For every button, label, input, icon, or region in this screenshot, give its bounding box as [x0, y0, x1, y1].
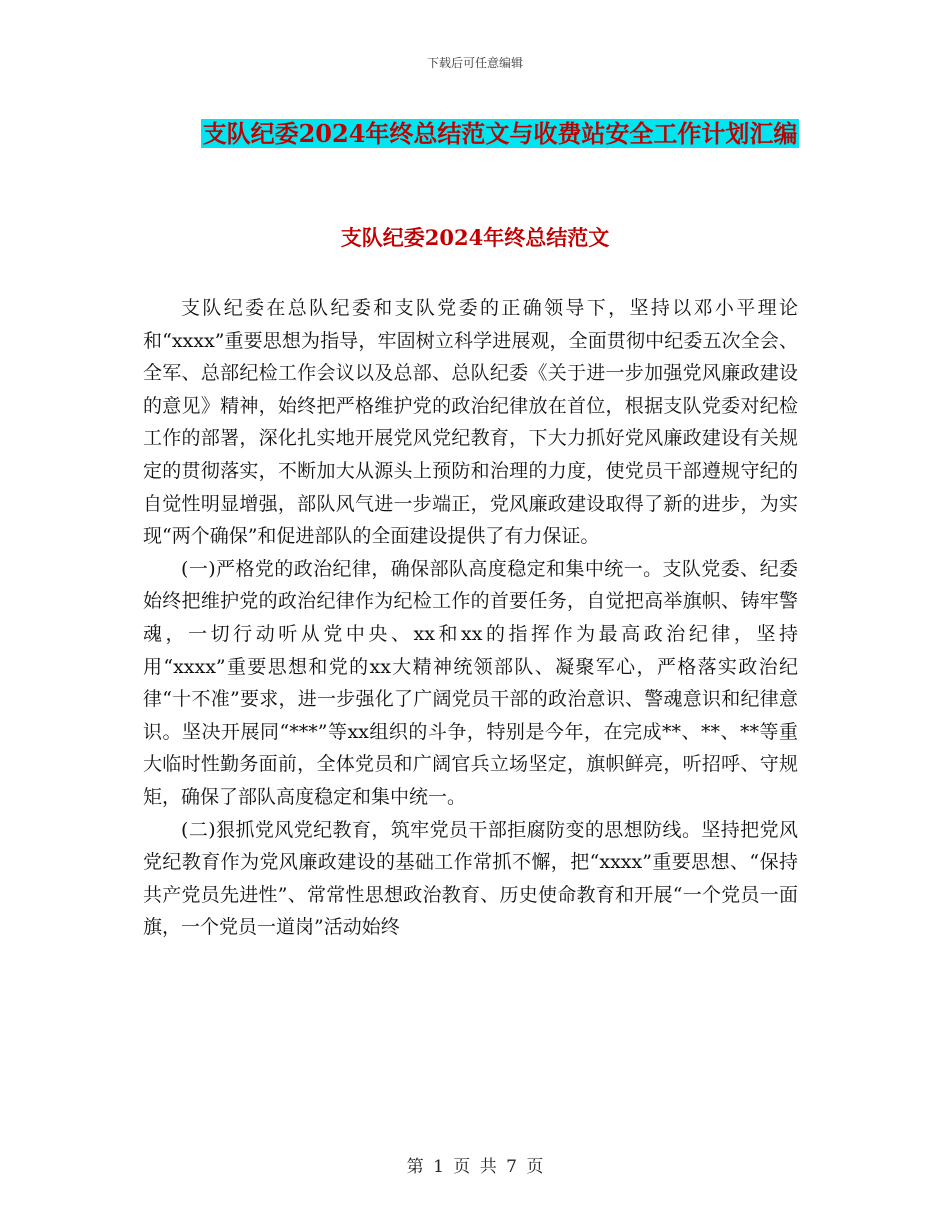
document-body — [143, 292, 798, 944]
section-title: 支队纪委2024年终总结范文 — [340, 225, 610, 250]
page-footer: 第 1 页 共 7 页 — [406, 1157, 544, 1177]
document-title-text: 支队纪委2024年终总结范文与收费站安全工作计划汇编 — [202, 119, 798, 148]
paragraph: (一)严格党的政治纪律，确保部队高度稳定和集中统一。支队党委、纪委始终把维护党的政治纪律作为纪检工作的首要任务，自觉把高举旗帜、铸牢警魂，一切行动听从党中央、xx和xx的指挥作为最高政治纪律，坚持用“xxxx”重要思想和党的xx大精神统领部队、凝聚军心，严格落实政治纪律“十不准”要求，进一步强化了广阔党员干部的政治意识、警魂意识和纪律意识。坚决开展同“***”等xx组织的斗争，特别是今年，在完成**、**、**等重大临时性勤务面前，全体党员和广阔官兵立场坚定，旗帜鲜亮，听招呼、守规矩，确保了部队高度稳定和集中统一。 — [143, 557, 798, 808]
paragraph: 支队纪委在总队纪委和支队党委的正确领导下，坚持以邓小平理论和“xxxx”重要思想为指导，牢固树立科学进展观，全面贯彻中纪委五次全会、全军、总部纪检工作会议以及总部、总队纪委《关于进一步加强党风廉政建设的意见》精神，始终把严格维护党的政治纪律放在首位，根据支队党委对纪检工作的部署，深化扎实地开展党风党纪教育，下大力抓好党风廉政建设有关规定的贯彻落实，不断加大从源头上预防和治理的力度，使党员干部遵规守纪的自觉性明显增强，部队风气进一步端正，党风廉政建设取得了新的进步，为实现“两个确保”和促进部队的全面建设提供了有力保证。 — [143, 297, 798, 548]
header-note: 下载后可任意编辑 — [426, 56, 523, 70]
document-title — [150, 112, 850, 156]
paragraph: (二)狠抓党风党纪教育，筑牢党员干部拒腐防变的思想防线。坚持把党风党纪教育作为党风廉政建设的基础工作常抓不懈，把“xxxx”重要思想、“保持共产党员先进性”、常常性思想政治教育、历史使命教育和开展“一个党员一面旗，一个党员一道岗”活动始终 — [143, 818, 798, 939]
